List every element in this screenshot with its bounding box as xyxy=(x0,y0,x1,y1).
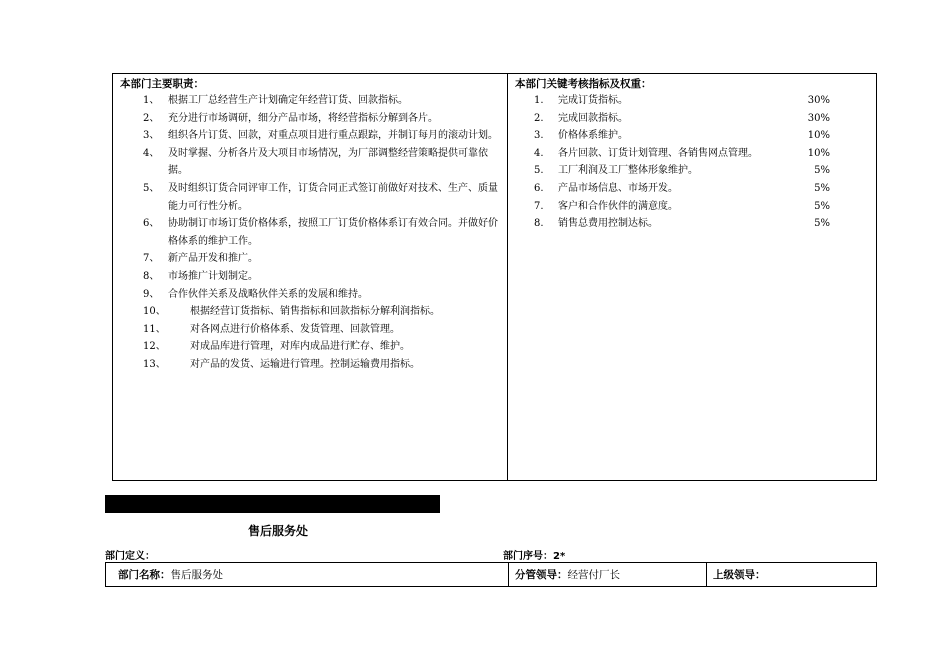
duty-item xyxy=(119,268,501,286)
kpi-column xyxy=(508,74,876,480)
kpi-text: 销售总费用控制达标。 xyxy=(558,218,658,230)
duty-item xyxy=(119,215,501,250)
kpi-weight: 10% xyxy=(807,147,830,159)
kpi-text: 完成订货指标。 xyxy=(558,95,628,106)
duty-text: 新产品开发和推广。 xyxy=(168,253,258,265)
dept-serial-label: 部门序号： xyxy=(503,551,553,562)
kpi-number: 7. xyxy=(534,200,544,212)
kpi-item xyxy=(514,92,870,110)
kpi-weight: 5% xyxy=(814,218,830,230)
dept-name-label: 部门名称： xyxy=(118,569,171,581)
section-title: 售后服务处 xyxy=(248,524,309,538)
kpi-number: 1. xyxy=(534,95,544,106)
duty-text: 组织各片订货、回款，对重点项目进行重点跟踪，并制订每月的滚动计划。 xyxy=(168,130,498,142)
duty-number: 8、 xyxy=(143,270,160,282)
responsibility-table xyxy=(112,73,877,481)
kpi-item xyxy=(514,145,870,163)
kpi-text: 客户和合作伙伴的满意度。 xyxy=(558,200,678,212)
responsibilities-heading: 本部门主要职责： xyxy=(120,78,204,90)
duty-text: 充分进行市场调研，细分产品市场，将经营指标分解到各片。 xyxy=(168,112,438,124)
kpi-item xyxy=(514,127,870,145)
kpi-item xyxy=(514,180,870,198)
kpi-weight: 5% xyxy=(814,200,830,212)
duty-text: 合作伙伴关系及战略伙伴关系的发展和维持。 xyxy=(168,288,368,300)
duty-text: 及时掌握、分析各片及大项目市场情况，为厂部调整经营策略提供可靠依据。 xyxy=(168,147,488,177)
duty-number: 7、 xyxy=(143,253,160,265)
duty-item xyxy=(119,338,501,356)
duty-item xyxy=(119,127,501,145)
duty-text: 对各网点进行价格体系、发货管理、回款管理。 xyxy=(190,323,400,335)
duty-text: 及时组织订货合同评审工作，订货合同正式签订前做好对技术、生产、质量能力可行性分析。 xyxy=(168,182,498,212)
leader-value: 经营付厂长 xyxy=(567,569,620,581)
leader-label: 分管领导： xyxy=(515,569,568,581)
kpi-item xyxy=(514,215,870,233)
kpi-weight: 10% xyxy=(807,130,830,142)
kpi-text: 价格体系维护。 xyxy=(558,130,628,142)
duty-number: 13、 xyxy=(143,358,166,370)
responsibilities-list xyxy=(119,92,501,374)
duty-number: 6、 xyxy=(143,218,160,230)
kpi-number: 5. xyxy=(534,165,544,177)
kpi-weight: 5% xyxy=(814,182,830,194)
dept-definition-label: 部门定义： xyxy=(105,551,155,562)
duty-number: 12、 xyxy=(143,341,166,353)
duty-text: 协助制订市场订货价格体系，按照工厂订货价格体系订有效合同。并做好价格体系的维护工作。 xyxy=(168,218,498,247)
duty-number: 3、 xyxy=(143,130,160,142)
duty-number: 1、 xyxy=(143,95,160,106)
kpi-text: 各片回款、订货计划管理、各销售网点管理。 xyxy=(558,147,758,159)
dept-serial-value: 2* xyxy=(553,551,566,562)
superior-label: 上级领导： xyxy=(713,569,766,581)
kpi-text: 工厂利润及工厂整体形象维护。 xyxy=(558,165,698,177)
leader-cell xyxy=(508,563,706,586)
kpi-number: 2. xyxy=(534,112,544,124)
kpi-list xyxy=(514,92,870,233)
redaction-bar xyxy=(105,495,440,513)
duty-item xyxy=(119,250,501,268)
duty-item xyxy=(119,145,501,180)
kpi-number: 8. xyxy=(534,218,544,230)
duty-item xyxy=(119,110,501,128)
dept-serial xyxy=(503,547,565,562)
duty-number: 11、 xyxy=(143,323,166,335)
duty-item xyxy=(119,321,501,339)
duty-number: 2、 xyxy=(143,112,160,124)
duty-text: 根据工厂总经营生产计划确定年经营订货、回款指标。 xyxy=(168,95,408,106)
kpi-number: 6. xyxy=(534,182,544,194)
kpi-weight: 30% xyxy=(807,112,830,124)
duty-number: 10、 xyxy=(143,306,166,318)
duty-number: 9、 xyxy=(143,288,160,300)
kpi-text: 产品市场信息、市场开发。 xyxy=(558,182,678,194)
kpi-weight: 5% xyxy=(814,165,830,177)
responsibilities-column xyxy=(113,74,508,480)
dept-info-table xyxy=(105,562,877,587)
duty-text: 市场推广计划制定。 xyxy=(168,270,258,282)
superior-cell xyxy=(706,563,876,586)
duty-number: 5、 xyxy=(143,182,160,194)
duty-text: 对产品的发货、运输进行管理。控制运输费用指标。 xyxy=(190,358,420,370)
kpi-item xyxy=(514,198,870,216)
duty-item xyxy=(119,286,501,304)
dept-name-value: 售后服务处 xyxy=(170,569,223,581)
duty-text: 根据经营订货指标、销售指标和回款指标分解利润指标。 xyxy=(190,306,440,318)
kpi-number: 3. xyxy=(534,130,544,142)
dept-name-cell xyxy=(106,563,508,586)
duty-number: 4、 xyxy=(143,147,160,159)
duty-item xyxy=(119,303,501,321)
kpi-item xyxy=(514,110,870,128)
kpi-text: 完成回款指标。 xyxy=(558,112,628,124)
duty-item xyxy=(119,180,501,215)
kpi-number: 4. xyxy=(534,147,544,159)
kpi-heading: 本部门关键考核指标及权重： xyxy=(515,78,652,90)
duty-text: 对成品库进行管理，对库内成品进行贮存、维护。 xyxy=(190,341,410,353)
duty-item xyxy=(119,92,501,110)
duty-item xyxy=(119,356,501,374)
kpi-weight: 30% xyxy=(807,95,830,106)
kpi-item xyxy=(514,162,870,180)
